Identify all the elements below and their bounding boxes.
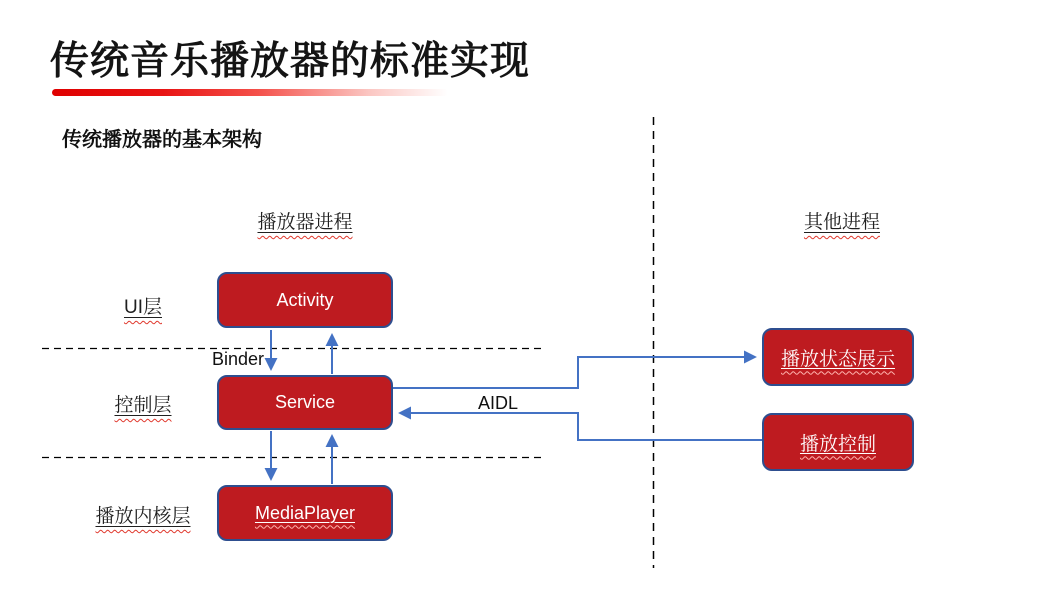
label-other-process: 其他进程 xyxy=(803,212,880,233)
node-playback-control xyxy=(762,413,914,471)
node-activity-label: Activity xyxy=(276,289,334,310)
label-player-process: 播放器进程 xyxy=(257,212,353,233)
label-ui-layer: UI层 xyxy=(123,297,162,318)
node-playback-control-label: 播放控制 xyxy=(799,433,876,455)
title-accent-bar xyxy=(52,89,448,96)
node-activity xyxy=(217,272,393,328)
label-aidl: AIDL xyxy=(478,393,519,413)
diagram-subtitle: 传统播放器的基本架构 xyxy=(62,129,262,151)
node-status-display xyxy=(762,328,914,386)
node-service xyxy=(217,375,393,430)
connector-service-to-status-display xyxy=(393,357,755,388)
node-service-label: Service xyxy=(274,392,336,412)
label-binder: Binder xyxy=(212,349,265,369)
connector-control-to-service xyxy=(400,413,762,440)
label-control-layer: 控制层 xyxy=(114,395,172,416)
label-kernel-layer: 播放内核层 xyxy=(95,506,191,527)
node-mediaplayer xyxy=(217,485,393,541)
node-mediaplayer-label: MediaPlayer xyxy=(254,502,356,523)
page-title: 传统音乐播放器的标准实现 xyxy=(50,40,531,83)
node-status-display-label: 播放状态展示 xyxy=(780,348,895,370)
